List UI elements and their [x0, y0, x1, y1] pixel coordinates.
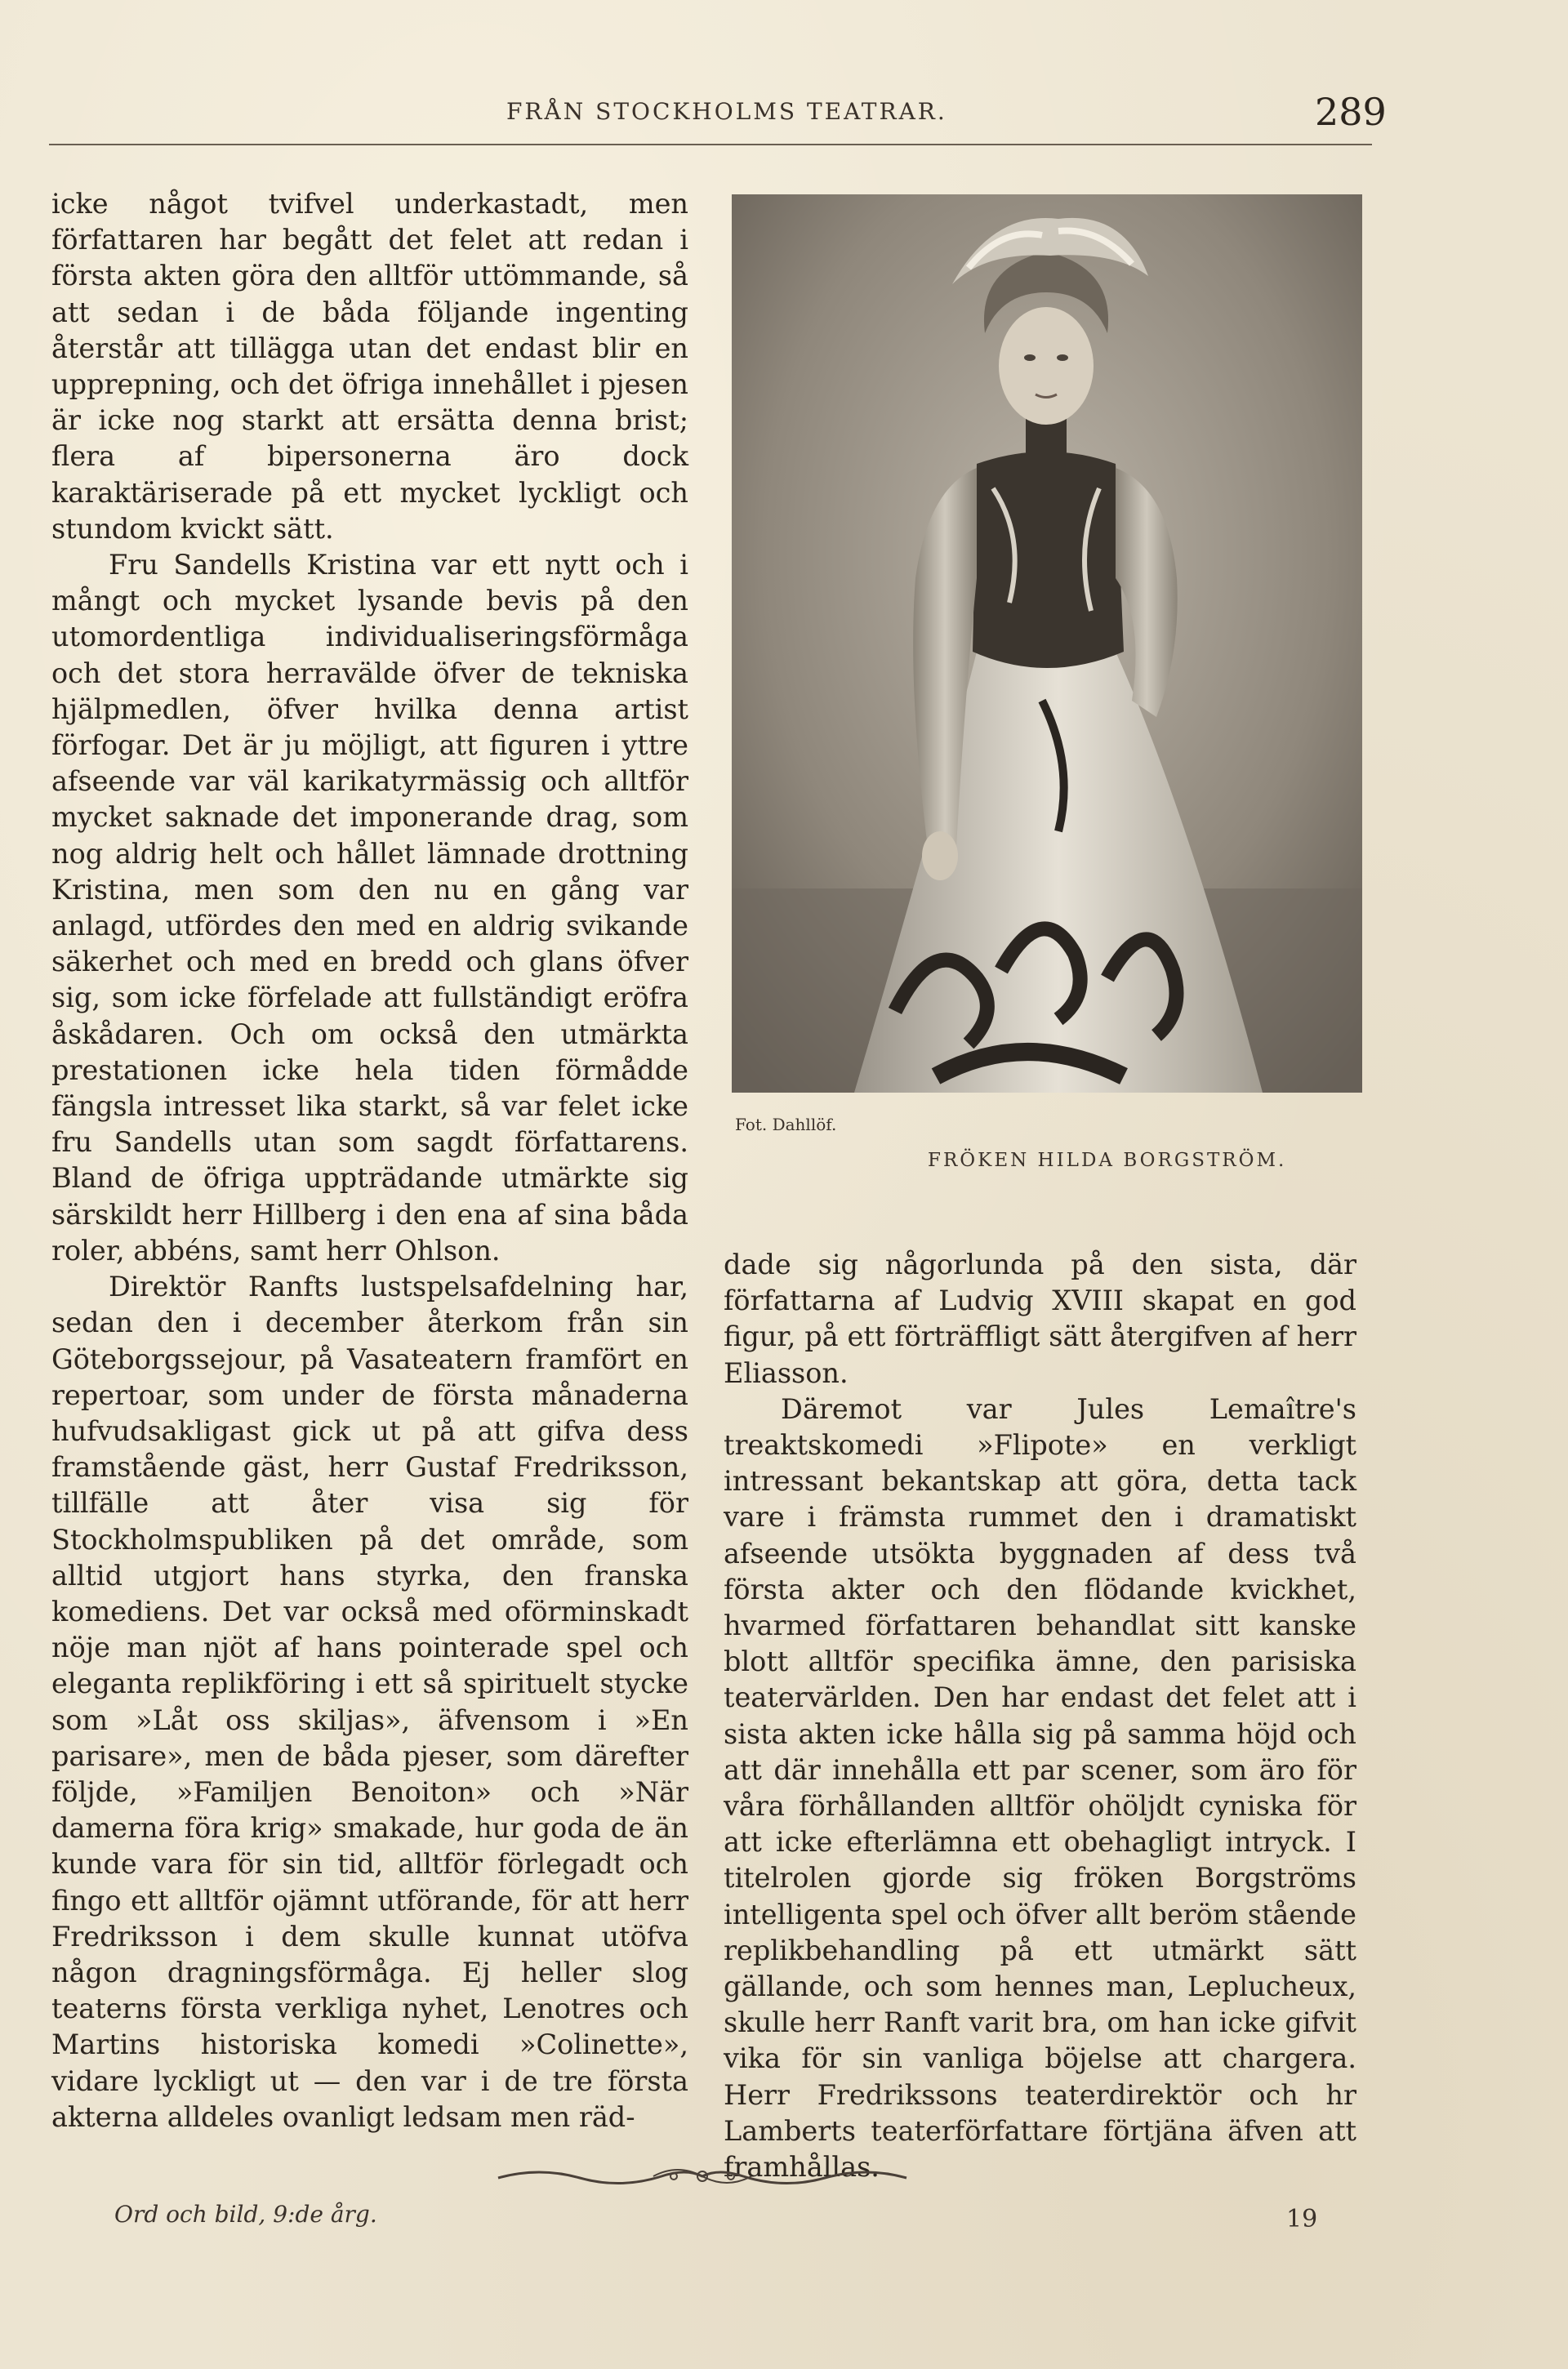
right-paragraph-1: dade sig någorlunda på den sista, där författarna af Ludvig XVIII skapat en god figur, på ett förträffligt sätt återgifven af herr Eliasson. [724, 1249, 1356, 1389]
portrait-photo [732, 194, 1362, 1093]
running-title: FRÅN STOCKHOLMS TEATRAR. [506, 98, 947, 125]
photo-caption: FRÖKEN HILDA BORGSTRÖM. [928, 1150, 1287, 1171]
portrait-illustration [732, 194, 1362, 1093]
signature-mark: 19 [1286, 2205, 1318, 2233]
page-number: 289 [1315, 90, 1387, 134]
header-rule [49, 144, 1372, 145]
photo-credit: Fot. Dahllöf. [735, 1115, 837, 1134]
right-column [724, 1247, 1356, 2185]
ornament-divider [490, 2160, 915, 2193]
left-paragraph-1: icke något tvifvel underkastadt, men författaren har begått det felet att redan i första akten göra den alltför uttömmande, så att sedan i de båda följande ingenting återstår att tillägga utan det endast blir en upprepning, och det öfriga innehållet i pjesen är icke nog starkt att ersätta denna brist; flera af bipersonerna äro dock karaktäriserade på ett mycket lyckligt och stundom kvickt sätt. [51, 188, 688, 545]
journal-footer: Ord och bild, 9:de årg. [114, 2201, 377, 2228]
page-header [49, 90, 1387, 147]
right-paragraph-2: Däremot var Jules Lemaître's treaktskomedi »Flipote» en verkligt intressant bekantskap att göra, detta tack vare i främsta rummet den i dramatiskt afseende utsökta byggnaden af dess två första akter och den flödande kvickhet, hvarmed författaren behandlat sitt kanske blott alltför specifika ämne, den parisiska teatervärlden. Den har endast det felet att i sista akten icke hålla sig på samma höjd och att där innehålla ett par scener, som äro för våra förhållanden alltför ohöljdt cyniska för att icke efterlämna ett obehagligt intryck. I titelrolen gjorde sig fröken Borgströms intelligenta spel och öfver allt beröm stående replikbehandling på ett utmärkt sätt gällande, och som hennes man, Leplucheux, skulle herr Ranft varit bra, om han icke gifvit vika för sin vanliga böjelse att chargera. Herr Fredrikssons teaterdirektör och hr Lamberts teaterförfattare förtjäna äfven att framhållas. [724, 1392, 1356, 2184]
left-paragraph-3: Direktör Ranfts lustspelsafdelning har, sedan den i december återkom från sin Göteborgssejour, på Vasateatern framfört en repertoar, som under de första månaderna hufvudsakligast gick ut på att gifva dess framstående gäst, herr Gustaf Fredriksson, tillfälle att åter visa sig för Stockholmspubliken på det område, som alltid utgjort hans styrka, den franska komediens. Det var också med oförminskadt nöje man njöt af hans pointerade spel och eleganta replikföring i ett så spirituelt stycke som »Låt oss skiljas», äfvensom i »En parisare», men de båda pjeser, som därefter följde, »Familjen Benoiton» och »När damerna föra krig» smakade, hur goda de än kunde vara för sin tid, alltför förlegadt och fingo ett alltför ojämnt utförande, för att herr Fredriksson i dem skulle kunnat utöfva någon dragningsförmåga. Ej heller slog teaterns första verkliga nyhet, Lenotres och Martins historiska komedi »Colinette», vidare lyckligt ut — den var i de tre första akterna alldeles ovanligt ledsam men räd- [51, 1271, 688, 2133]
left-paragraph-2: Fru Sandells Kristina var ett nytt och i mångt och mycket lysande bevis på den utomordentliga individualiseringsförmåga och det stora herravälde öfver de tekniska hjälpmedlen, öfver hvilka denna artist förfogar. Det är ju möjligt, att figuren i yttre afseende var väl karikatyrmässig och alltför mycket saknade det imponerande drag, som nog aldrig helt och hållet lämnade drottning Kristina, men som den nu en gång var anlagd, utfördes den med en aldrig svikande säkerhet och med en bredd och glans öfver sig, som icke förfelade att fullständigt eröfra åskådaren. Och om också den utmärkta prestationen icke hela tiden förmådde fängsla intresset lika starkt, så var felet icke fru Sandells utan som sagdt författarens. Bland de öfriga uppträdande utmärkte sig särskildt herr Hillberg i den ena af sina båda roler, abbéns, samt herr Ohlson. [51, 549, 688, 1267]
left-column [51, 186, 688, 2135]
